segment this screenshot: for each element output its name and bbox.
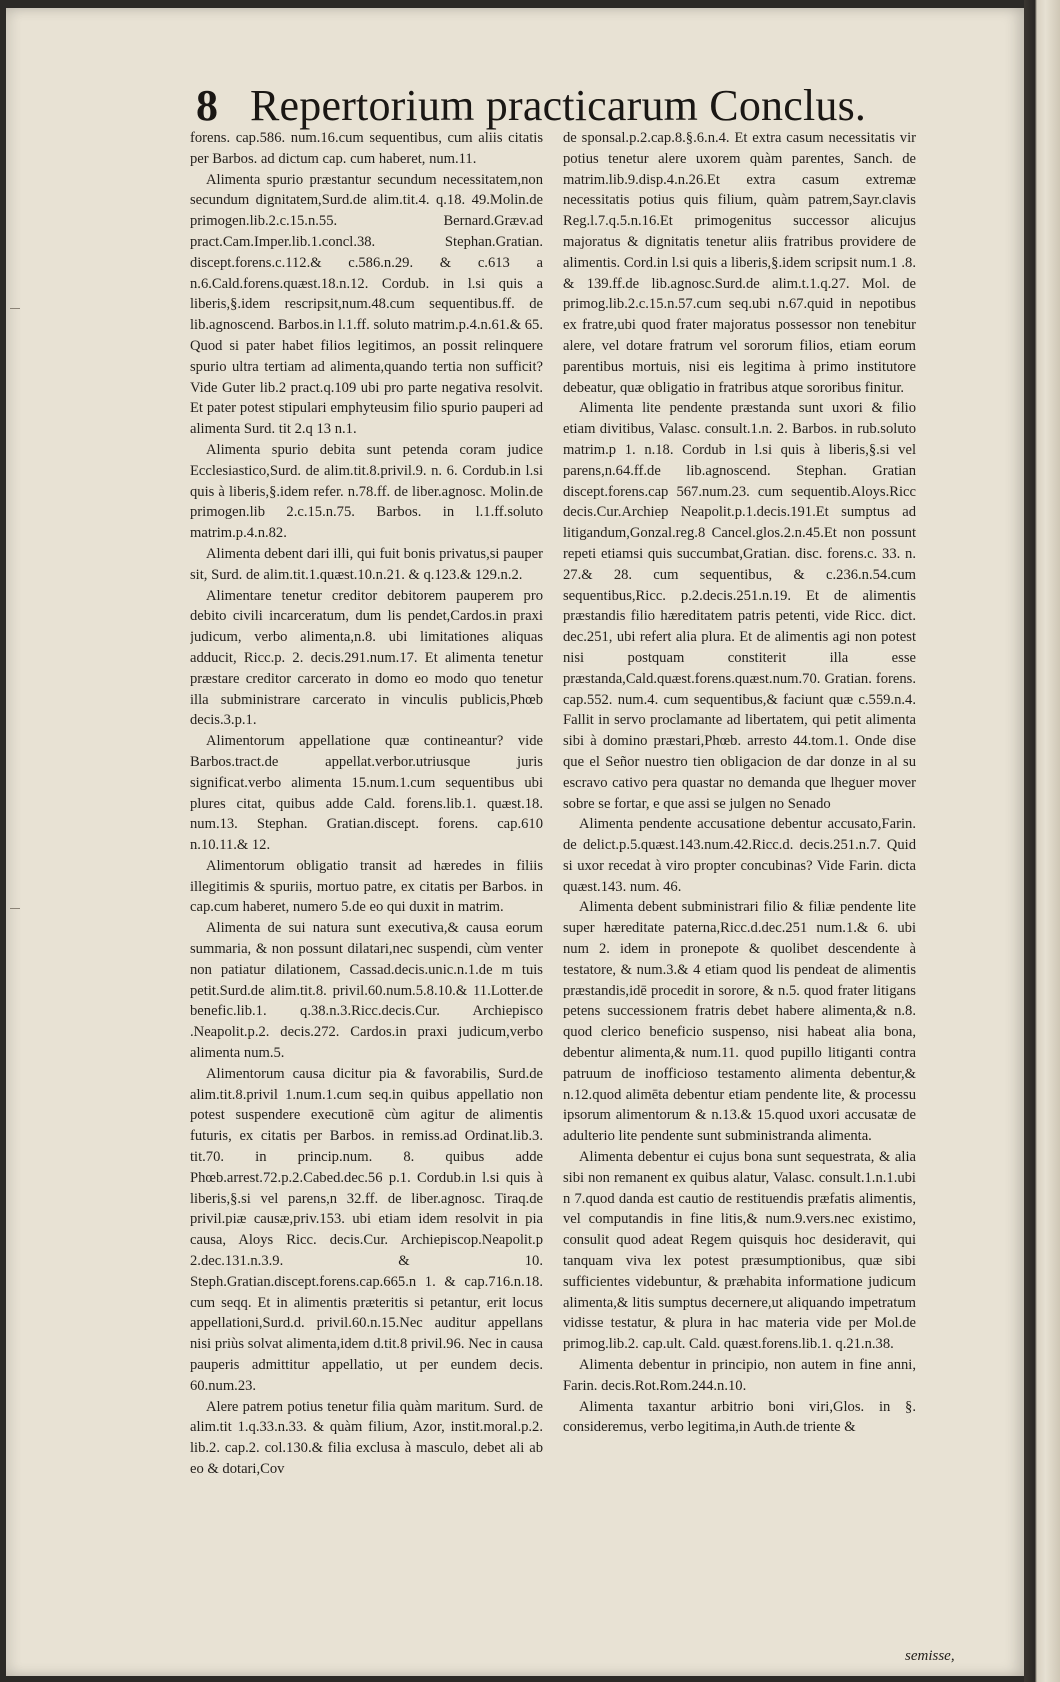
paragraph: Alimenta taxantur arbitrio boni viri,Glos. in §. consideremus, verbo legitima,in Auth.de triente &: [563, 1398, 916, 1436]
paragraph: Alimentorum obligatio transit ad hæredes in filiis illegitimis & spuriis, mortuo patre, ex citatis per Barbos. in cap.cum haberet, numero 5.de eo qui duxit in matrim.: [190, 857, 543, 916]
paragraph: Alimentorum causa dicitur pia & favorabilis, Surd.de alim.tit.8.privil 1.num.1.cum seq.in quibus appellatio non potest suspendere executionē cùm agitur de alimentis futuris, ex citatis per Barbos. in remiss.ad Ordinat.lib.3. tit.70. in princip.num. 8. quibus adde Phœb.arrest.72.p.2.Cabed.dec.56 p.1. Cordub.in l.si quis à liberis,§.si vel parens,n 32.ff. de liber.agnosc. Tiraq.de privil.piæ causæ,priv.153. ubi etiam idem resolvit in pia causa, Aloys Ricc. decis.Cur. Archiepiscop.Neapolit.p 2.dec.131.n.3.9. & 10. Steph.Gratian.discept.forens.cap.665.n 1. & cap.716.n.18. cum seqq. Et in alimentis præteritis si petantur, erit locus appellationi,Surd.d. privil.60.n.15.Nec auditur appellans nisi priùs solvat alimenta,idem d.tit.8 privil.96. Nec in causa pauperis admittitur appellatio, ut per eundem decis. 60.num.23.: [190, 1065, 543, 1394]
left-column: [190, 128, 543, 1648]
paragraph: forens. cap.586. num.16.cum sequentibus, cum aliis citatis per Barbos. ad dictum cap. cum haberet, num.11.: [190, 130, 543, 167]
paragraph: Alere patrem potius tenetur filia quàm maritum. Surd. de alim.tit 1.q.33.n.33. & quàm filium, Azor, instit.moral.p.2. lib.2. cap.2. col.130.& filia exclusa à masculo, debet ali ab eo & dotari,Cov: [190, 1398, 543, 1477]
paragraph: Alimenta debent dari illi, qui fuit bonis privatus,si pauper sit, Surd. de alim.tit.1.quæst.10.n.21. & q.123.& 129.n.2.: [190, 545, 543, 583]
running-title: Repertorium practicarum Conclus.: [250, 81, 867, 130]
paragraph: Alimenta pendente accusatione debentur accusato,Farin. de delict.p.5.quæst.143.num.42.Ricc.d. decis.251.n.7. Quid si uxor recedat à viro propter concubinas? Vide Farin. dicta quæst.143. num. 46.: [563, 816, 916, 895]
margin-rule: [10, 908, 20, 909]
paragraph: Alimenta debent subministrari filio & filiæ pendente lite super hæreditate paterna,Ricc.d.dec.251 num.1.& 6. ubi num 2. idem in pronepote & quolibet descendente à testatore, & num.3.& 4 etiam quod lis pendeat de alimentis præstandis,idē procedit in sorore, & n.5. quod frater litigans petens successionem fratris debet habere alimenta,& n.8. quod clerico beneficio suspenso, nisi habeat alia bona, debentur alimenta,& num.11. quod pupillo litiganti contra patruum de inofficioso testamento alimenta debentur,& n.12.quod alimēta debentur etiam pendente lite, & processu ipsorum alimentorum & n.13.& 15.quod uxori accusatæ de adulterio lite pendente sunt subministranda alimenta.: [563, 899, 916, 1145]
paragraph: Alimenta debentur in principio, non autem in fine anni, Farin. decis.Rot.Rom.244.n.10.: [563, 1357, 916, 1394]
paragraph: Alimenta spurio præstantur secundum necessitatem,non secundum dignitatem,Surd.de alim.tit.4. q.18. 49.Molin.de primogen.lib.2.c.15.n.55. Bernard.Græv.ad pract.Cam.Imper.lib.1.concl.38. Stephan.Gratian. discept.forens.c.112.& c.586.n.29. & c.613 a n.6.Cald.forens.quæst.18.n.12. Cordub. in l.si quis a liberis,§.idem rescripsit,num.48.cum sequentibus.ff. de lib.agnoscend. Barbos.in l.1.ff. soluto matrim.p.4.n.61.& 65. Quod si pater habet filios legitimos, an possit relinquere spurio ultra tertiam ad alimenta,quando tertia non sufficit? Vide Guter lib.2 pract.q.109 ubi pro parte negativa resolvit. Et pater potest stipulari emphyteusim filio spurio pauperi ad alimenta Surd. tit 2.q 13 n.1.: [190, 171, 543, 438]
adjacent-page-edge: [1024, 0, 1060, 1682]
paragraph: Alimenta lite pendente præstanda sunt uxori & filio etiam divitibus, Valasc. consult.1.n. 2. Barbos. in rub.soluto matrim.p 1. n.18. Cordub in l.si quis à liberis,§.si vel parens,n.64.ff.de lib.agnoscend. Stephan. Gratian discept.forens.cap 567.num.23. cum sequentib.Aloys.Ricc decis.Cur.Archiep Neapolit.p.1.decis.191.Et sumptus ad litigandum,Gonzal.reg.8 Cancel.glos.2.n.45.Et non possunt repeti etiamsi quis succumbat,Gratian. disc. forens.c. 33. n. 27.& 28. cum sequentibus, & c.236.n.54.cum sequentibus,Ricc. p.2.decis.251.n.19. Et de alimentis præstandis filio hæreditatem patris petenti, vide Ricc. dict. dec.251, ubi refert alia plura. Et de alimentis agi non potest nisi postquam constiterit illa esse præstanda,Cald.quæst.forens.quæst.num.70. Gratian. forens. cap.552. num.4. cum sequentibus,& faciunt quæ c.559.n.4. Fallit in servo proclamante ad libertatem, qui petit alimenta sibi à domino præstari,Phœb. arresto 44.tom.1. Onde dise que el Señor nuestro tien obligacion de dar donze in al su escravo cativo pera quastar no demanda que lheguer mover sobre se fortar, e que assi se julgen no Senado: [563, 400, 916, 812]
margin-rule: [10, 308, 20, 309]
right-column: [563, 128, 916, 1648]
paragraph: Alimenta spurio debita sunt petenda coram judice Ecclesiastico,Surd. de alim.tit.8.privil.9. n. 6. Cordub.in l.si quis à liberis,§.idem refer. n.78.ff. de liber.agnosc. Molin.de primogen.lib 2.c.15.n.75. Barbos. in l.1.ff.soluto matrim.p.4.n.82.: [190, 441, 543, 542]
paragraph: Alimentorum appellatione quæ contineantur? vide Barbos.tract.de appellat.verbor.utriusque juris significat.verbo alimenta 15.num.1.cum sequentibus ubi plures citat, quibus adde Cald. forens.lib.1. quæst.18. num.13. Stephan. Gratian.discept. forens. cap.610 n.10.11.& 12.: [190, 733, 543, 854]
paragraph: de sponsal.p.2.cap.8.§.6.n.4. Et extra casum necessitatis vir potius tenetur alere uxorem quàm parentes, Sanch. de matrim.lib.9.disp.4.n.26.Et extra casum extremæ necessitatis potius quis filium, quàm patrem,Sayr.clavis Reg.l.7.q.5.n.16.Et primogenitus successor alicujus majoratus & dignitatis tenetur aliis fratribus providere de alimentis. Cord.in l.si quis a liberis,§.idem scripsit num.1 .8. & 139.ff.de lib.agnosc.Surd.de alim.t.1.q.27. Mol. de primog.lib.2.c.15.n.57.cum seq.ubi n.67.quid in nepotibus ex fratre,ubi quod frater majoratus possessor non tenebitur alere, vel dotare fratrum vel sororum filios, etiam eorum parentibus mortuis, nisi eis legitima à primo institutore debeatur, quæ obligatio in fratribus atque sororibus finitur.: [563, 130, 916, 396]
catchword: semisse,: [905, 1648, 955, 1664]
page-number: 8: [196, 81, 218, 130]
paragraph: Alimenta debentur ei cujus bona sunt sequestrata, & alia sibi non remanent ex quibus alatur, Valasc. consult.1.n.1.ubi n 7.quod danda est cautio de restituendis præfatis alimentis, vel computandis in fine litis,& num.9.vers.nec existimo, consulit quod adeat Regem quisquis hoc desideravit, qui tanquam viva lex potest præsumptionibus, quæ sibi sufficientes videbuntur, & præhabita informatione judicum alimenta,& litis sumptus decernere,ut aliquando impetratum vidisse testatur, & plura in hac materia vide per Mol.de primog.lib.2. cap.ult. Cald. quæst.forens.lib.1. q.21.n.38.: [563, 1149, 916, 1353]
paragraph: Alimentare tenetur creditor debitorem pauperem pro debito civili incarceratum, dum lis pendet,Cardos.in praxi judicum, verbo alimenta,n.8. ubi limitationes aliquas adducit, Ricc.p. 2. decis.291.num.17. Et alimenta tenetur præstare creditor carcerato in domo eo modo quo tenetur illa subministrare carcerato in vinculis publicis,Phœb decis.3.p.1.: [190, 587, 543, 729]
paragraph: Alimenta de sui natura sunt executiva,& causa eorum summaria, & non possunt dilatari,nec suspendi, cùm venter non patiatur dilationem, Cassad.decis.unic.n.1.de m tuis petit.Surd.de alim.tit.8. privil.60.num.5.8.10.& 11.Lotter.de benefic.lib.1. q.38.n.3.Ricc.decis.Cur. Archiepisco .Neapolit.p.2. decis.272. Cardos.in praxi judicum,verbo alimenta num.5.: [190, 920, 543, 1062]
